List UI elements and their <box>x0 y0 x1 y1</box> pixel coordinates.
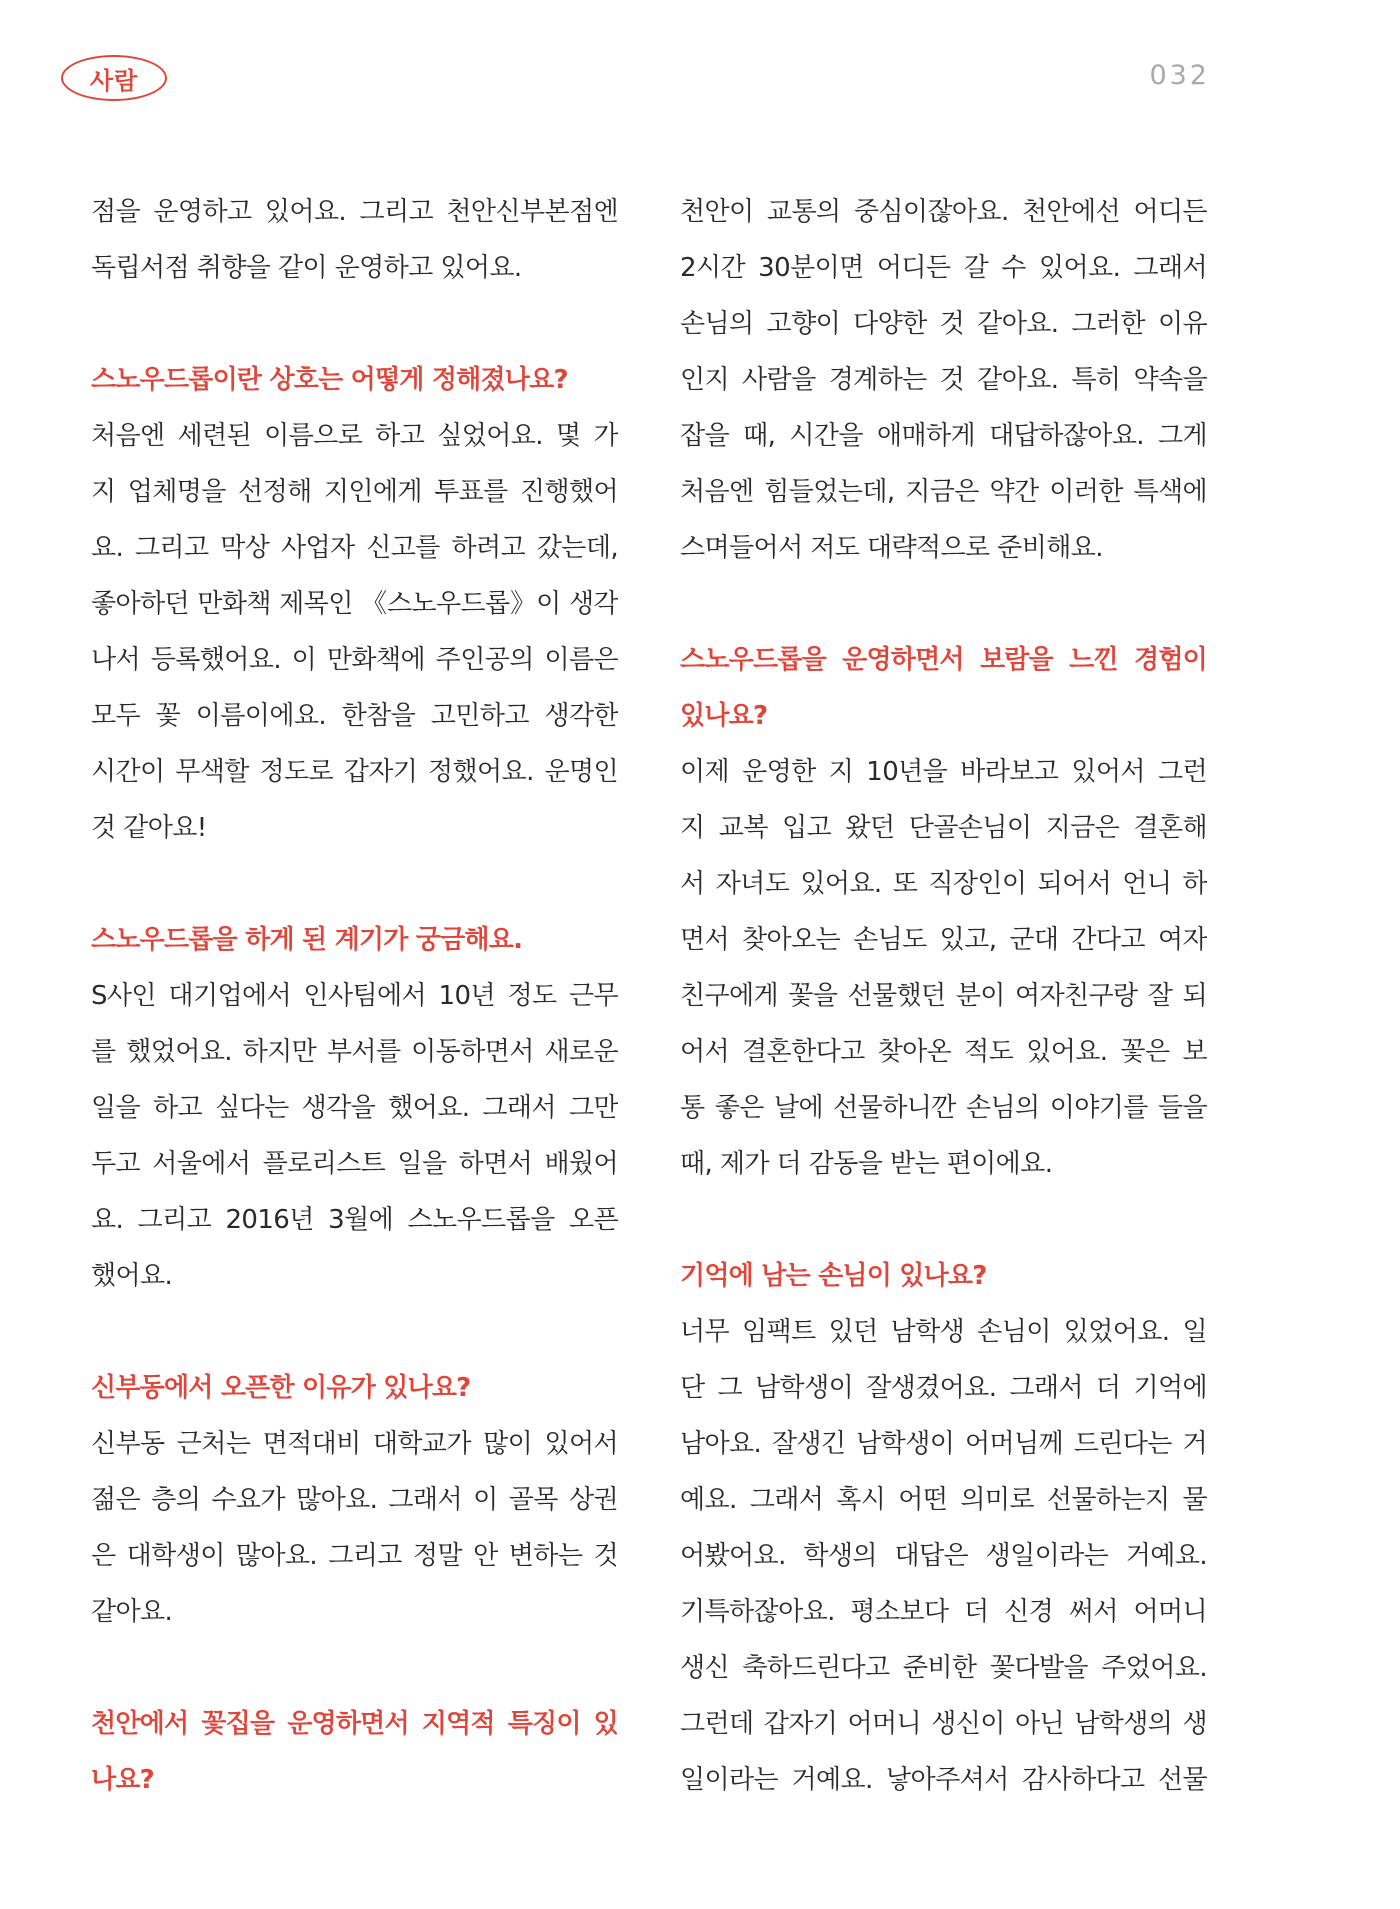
question-heading: 천안에서 꽃집을 운영하면서 지역적 특징이 있 <box>91 1709 618 1739</box>
body-line: 천안이 교통의 중심이잖아요. 천안에선 어디든 <box>680 197 1207 227</box>
body-line: 점을 운영하고 있어요. 그리고 천안신부본점엔 <box>91 197 618 227</box>
body-line: 어봤어요. 학생의 대답은 생일이라는 거예요. <box>680 1541 1207 1571</box>
body-line: 서 자녀도 있어요. 또 직장인이 되어서 언니 하 <box>680 869 1207 899</box>
body-line: 요. 그리고 막상 사업자 신고를 하려고 갔는데, <box>91 533 618 563</box>
paragraph-gap <box>91 856 618 912</box>
body-line: 기특하잖아요. 평소보다 더 신경 써서 어머니 <box>680 1597 1207 1627</box>
body-line: 신부동 근처는 면적대비 대학교가 많이 있어서 <box>91 1429 618 1459</box>
body-line: 독립서점 취향을 같이 운영하고 있어요. <box>91 253 522 283</box>
paragraph-gap <box>680 576 1207 632</box>
paragraph-gap <box>680 1192 1207 1248</box>
body-line: 두고 서울에서 플로리스트 일을 하면서 배웠어 <box>91 1149 618 1179</box>
body-line: 요. 그리고 2016년 3월에 스노우드롭을 오픈 <box>91 1205 618 1235</box>
body-line: 남아요. 잘생긴 남학생이 어머님께 드린다는 거 <box>680 1429 1207 1459</box>
body-line: 2시간 30분이면 어디든 갈 수 있어요. 그래서 <box>680 253 1207 283</box>
body-line: 지 교복 입고 왔던 단골손님이 지금은 결혼해 <box>680 813 1207 843</box>
body-line: 지 업체명을 선정해 지인에게 투표를 진행했어 <box>91 477 618 507</box>
question-heading: 스노우드롭이란 상호는 어떻게 정해졌나요? <box>91 365 568 395</box>
page-header <box>0 0 1400 120</box>
body-line: 어서 결혼한다고 찾아온 적도 있어요. 꽃은 보 <box>680 1037 1207 1067</box>
body-line: 그런데 갑자기 어머니 생신이 아닌 남학생의 생 <box>680 1709 1207 1739</box>
body-line: 면서 찾아오는 손님도 있고, 군대 간다고 여자 <box>680 925 1207 955</box>
body-line: 이제 운영한 지 10년을 바라보고 있어서 그런 <box>680 757 1207 787</box>
page-number: 032 <box>1149 60 1210 91</box>
body-line: 시간이 무색할 정도로 갑자기 정했어요. 운명인 <box>91 757 618 787</box>
question-heading: 스노우드롭을 운영하면서 보람을 느낀 경험이 <box>680 645 1207 675</box>
question-heading: 신부동에서 오픈한 이유가 있나요? <box>91 1373 471 1403</box>
question-heading: 나요? <box>91 1765 154 1795</box>
body-line: 나서 등록했어요. 이 만화책에 주인공의 이름은 <box>91 645 618 675</box>
body-line: 통 좋은 날에 선물하니깐 손님의 이야기를 들을 <box>680 1093 1207 1123</box>
body-line: 생신 축하드린다고 준비한 꽃다발을 주었어요. <box>680 1653 1207 1683</box>
body-line: 를 했었어요. 하지만 부서를 이동하면서 새로운 <box>91 1037 618 1067</box>
body-line: 일을 하고 싶다는 생각을 했어요. 그래서 그만 <box>91 1093 618 1123</box>
body-line: 은 대학생이 많아요. 그리고 정말 안 변하는 것 <box>91 1541 618 1571</box>
body-line: 인지 사람을 경계하는 것 같아요. 특히 약속을 <box>680 365 1207 395</box>
paragraph-gap <box>91 296 618 352</box>
question-heading: 기억에 남는 손님이 있나요? <box>680 1261 987 1291</box>
body-line: S사인 대기업에서 인사팀에서 10년 정도 근무 <box>91 981 618 1011</box>
body-line: 젊은 층의 수요가 많아요. 그래서 이 골목 상권 <box>91 1485 618 1515</box>
body-line: 좋아하던 만화책 제목인 《스노우드롭》이 생각 <box>91 589 618 619</box>
paragraph-gap <box>91 1640 618 1696</box>
body-line: 일이라는 거예요. 낳아주셔서 감사하다고 선물 <box>680 1765 1207 1795</box>
section-badge <box>61 55 167 101</box>
body-line: 것 같아요! <box>91 813 207 843</box>
body-line: 같아요. <box>91 1597 173 1627</box>
body-line: 예요. 그래서 혹시 어떤 의미로 선물하는지 물 <box>680 1485 1207 1515</box>
question-heading: 있나요? <box>680 701 768 731</box>
right-column <box>680 184 1207 1808</box>
body-line: 했어요. <box>91 1261 173 1291</box>
paragraph-gap <box>91 1304 618 1360</box>
body-line: 때, 제가 더 감동을 받는 편이에요. <box>680 1149 1053 1179</box>
body-line: 친구에게 꽃을 선물했던 분이 여자친구랑 잘 되 <box>680 981 1207 1011</box>
section-label: 사람 <box>89 66 139 95</box>
body-line: 손님의 고향이 다양한 것 같아요. 그러한 이유 <box>680 309 1207 339</box>
question-heading: 스노우드롭을 하게 된 계기가 궁금해요. <box>91 925 523 955</box>
left-column <box>91 184 618 1808</box>
body-line: 모두 꽃 이름이에요. 한참을 고민하고 생각한 <box>91 701 618 731</box>
body-line: 처음엔 힘들었는데, 지금은 약간 이러한 특색에 <box>680 477 1207 507</box>
body-line: 스며들어서 저도 대략적으로 준비해요. <box>680 533 1103 563</box>
body-line: 처음엔 세련된 이름으로 하고 싶었어요. 몇 가 <box>91 421 618 451</box>
body-line: 너무 임팩트 있던 남학생 손님이 있었어요. 일 <box>680 1317 1207 1347</box>
body-line: 잡을 때, 시간을 애매하게 대답하잖아요. 그게 <box>680 421 1207 451</box>
body-line: 단 그 남학생이 잘생겼어요. 그래서 더 기억에 <box>680 1373 1207 1403</box>
